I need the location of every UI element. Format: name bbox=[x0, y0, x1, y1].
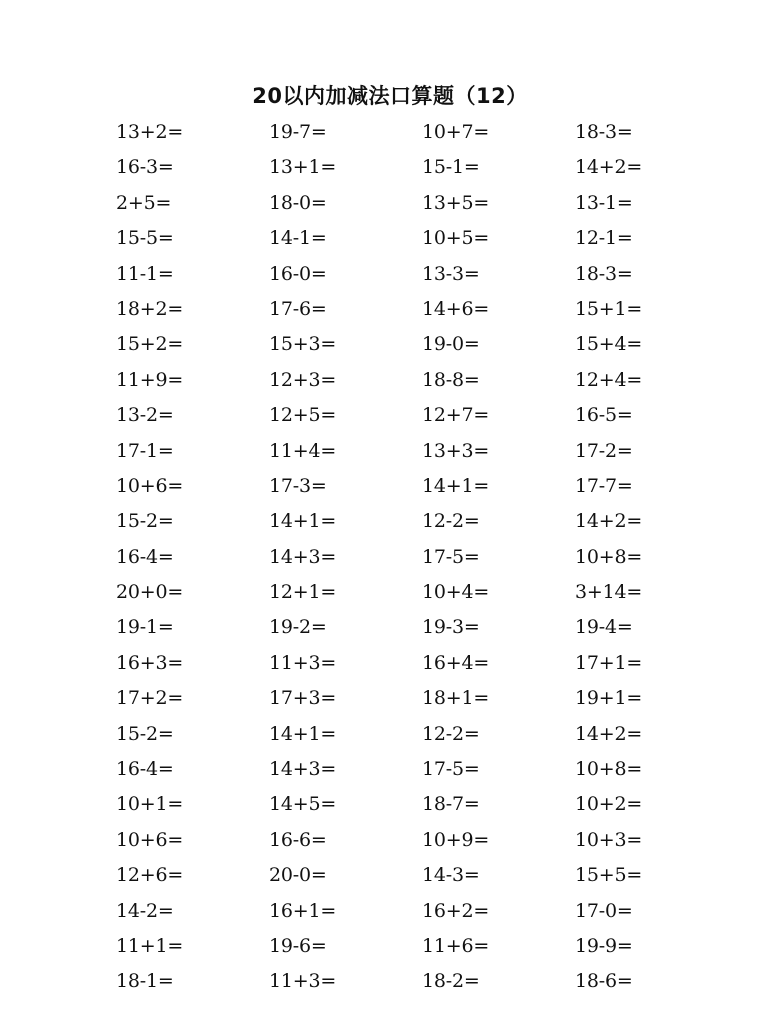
problem-item: 15+3= bbox=[269, 333, 337, 356]
problem-item: 18-1= bbox=[116, 970, 174, 993]
problem-item: 13+2= bbox=[116, 121, 184, 143]
problem-item: 20+0= bbox=[116, 581, 184, 604]
problem-item: 19-9= bbox=[575, 934, 633, 957]
problem-item: 13-2= bbox=[116, 404, 174, 427]
problem-item: 14+5= bbox=[269, 793, 337, 816]
problem-item: 15+1= bbox=[575, 297, 643, 320]
problem-item: 13-3= bbox=[422, 262, 480, 285]
problem-item: 10+9= bbox=[422, 828, 490, 851]
problem-item: 18-3= bbox=[575, 121, 633, 143]
problem-item: 17-5= bbox=[422, 545, 480, 568]
problem-item: 19-6= bbox=[269, 934, 327, 957]
problem-item: 15+5= bbox=[575, 864, 643, 887]
problem-item: 18-3= bbox=[575, 262, 633, 285]
problem-item: 11+9= bbox=[116, 368, 184, 391]
problem-item: 16-3= bbox=[116, 156, 174, 179]
problem-item: 11-1= bbox=[116, 262, 174, 285]
problem-item: 18-2= bbox=[422, 970, 480, 993]
problem-item: 10+8= bbox=[575, 545, 643, 568]
problem-item: 14+1= bbox=[269, 722, 337, 745]
problem-item: 16-6= bbox=[269, 828, 327, 851]
problem-item: 17+1= bbox=[575, 651, 643, 674]
problem-item: 14+1= bbox=[422, 474, 490, 497]
problem-item: 15-1= bbox=[422, 156, 480, 179]
problem-item: 10+7= bbox=[422, 121, 490, 143]
problem-item: 13+3= bbox=[422, 439, 490, 462]
problem-item: 16-0= bbox=[269, 262, 327, 285]
problem-item: 17+3= bbox=[269, 687, 337, 710]
problem-item: 18-6= bbox=[575, 970, 633, 993]
problem-item: 17-7= bbox=[575, 474, 633, 497]
problem-item: 19-0= bbox=[422, 333, 480, 356]
problem-item: 18+1= bbox=[422, 687, 490, 710]
problem-item: 16-5= bbox=[575, 404, 633, 427]
problem-item: 18-8= bbox=[422, 368, 480, 391]
problem-item: 13+1= bbox=[269, 156, 337, 179]
problem-item: 11+3= bbox=[269, 651, 337, 674]
problem-item: 18-0= bbox=[269, 191, 327, 214]
problem-item: 15-5= bbox=[116, 227, 174, 250]
problem-item: 12+3= bbox=[269, 368, 337, 391]
problem-item: 10+6= bbox=[116, 474, 184, 497]
problem-item: 11+3= bbox=[269, 970, 337, 993]
problem-item: 10+1= bbox=[116, 793, 184, 816]
problem-item: 17+2= bbox=[116, 687, 184, 710]
problem-item: 12+7= bbox=[422, 404, 490, 427]
problem-item: 12-2= bbox=[422, 510, 480, 533]
page-title: 20以内加减法口算题（12） bbox=[252, 84, 528, 108]
problem-item: 16+2= bbox=[422, 899, 490, 922]
problem-item: 12-1= bbox=[575, 227, 633, 250]
problem-item: 17-1= bbox=[116, 439, 174, 462]
problem-item: 10+3= bbox=[575, 828, 643, 851]
problem-item: 15+4= bbox=[575, 333, 643, 356]
problem-item: 10+4= bbox=[422, 581, 490, 604]
problem-item: 19-4= bbox=[575, 616, 633, 639]
problem-item: 12+5= bbox=[269, 404, 337, 427]
problem-item: 10+5= bbox=[422, 227, 490, 250]
problem-item: 14+2= bbox=[575, 510, 643, 533]
problem-item: 15-2= bbox=[116, 722, 174, 745]
problem-item: 14+6= bbox=[422, 297, 490, 320]
problem-item: 14-2= bbox=[116, 899, 174, 922]
problem-item: 13+5= bbox=[422, 191, 490, 214]
problem-item: 11+6= bbox=[422, 934, 490, 957]
problem-item: 10+6= bbox=[116, 828, 184, 851]
problem-item: 17-6= bbox=[269, 297, 327, 320]
problem-item: 15-2= bbox=[116, 510, 174, 533]
problem-item: 14+1= bbox=[269, 510, 337, 533]
problem-item: 14+3= bbox=[269, 545, 337, 568]
problem-item: 12+1= bbox=[269, 581, 337, 604]
problem-item: 19-2= bbox=[269, 616, 327, 639]
problem-item: 20-0= bbox=[269, 864, 327, 887]
problem-item: 16+3= bbox=[116, 651, 184, 674]
problem-item: 16-4= bbox=[116, 545, 174, 568]
problem-item: 11+1= bbox=[116, 934, 184, 957]
problem-item: 19+1= bbox=[575, 687, 643, 710]
problem-item: 2+5= bbox=[116, 191, 172, 214]
problem-item: 10+8= bbox=[575, 758, 643, 781]
problem-item: 14-1= bbox=[269, 227, 327, 250]
problem-item: 17-2= bbox=[575, 439, 633, 462]
problem-item: 19-7= bbox=[269, 121, 327, 143]
problem-item: 14+2= bbox=[575, 156, 643, 179]
problem-item: 15+2= bbox=[116, 333, 184, 356]
problem-item: 14+3= bbox=[269, 758, 337, 781]
problem-item: 12+6= bbox=[116, 864, 184, 887]
problem-item: 16+1= bbox=[269, 899, 337, 922]
problem-item: 12-2= bbox=[422, 722, 480, 745]
problem-item: 13-1= bbox=[575, 191, 633, 214]
problem-item: 11+4= bbox=[269, 439, 337, 462]
problem-item: 14+2= bbox=[575, 722, 643, 745]
problem-item: 17-5= bbox=[422, 758, 480, 781]
problem-item: 14-3= bbox=[422, 864, 480, 887]
problem-item: 16-4= bbox=[116, 758, 174, 781]
problem-item: 18+2= bbox=[116, 297, 184, 320]
problem-item: 12+4= bbox=[575, 368, 643, 391]
problem-item: 16+4= bbox=[422, 651, 490, 674]
problem-item: 19-1= bbox=[116, 616, 174, 639]
problem-item: 17-3= bbox=[269, 474, 327, 497]
problem-grid bbox=[116, 115, 756, 1000]
problem-item: 10+2= bbox=[575, 793, 643, 816]
problem-item: 17-0= bbox=[575, 899, 633, 922]
problem-item: 18-7= bbox=[422, 793, 480, 816]
problem-item: 19-3= bbox=[422, 616, 480, 639]
problem-item: 3+14= bbox=[575, 581, 643, 604]
